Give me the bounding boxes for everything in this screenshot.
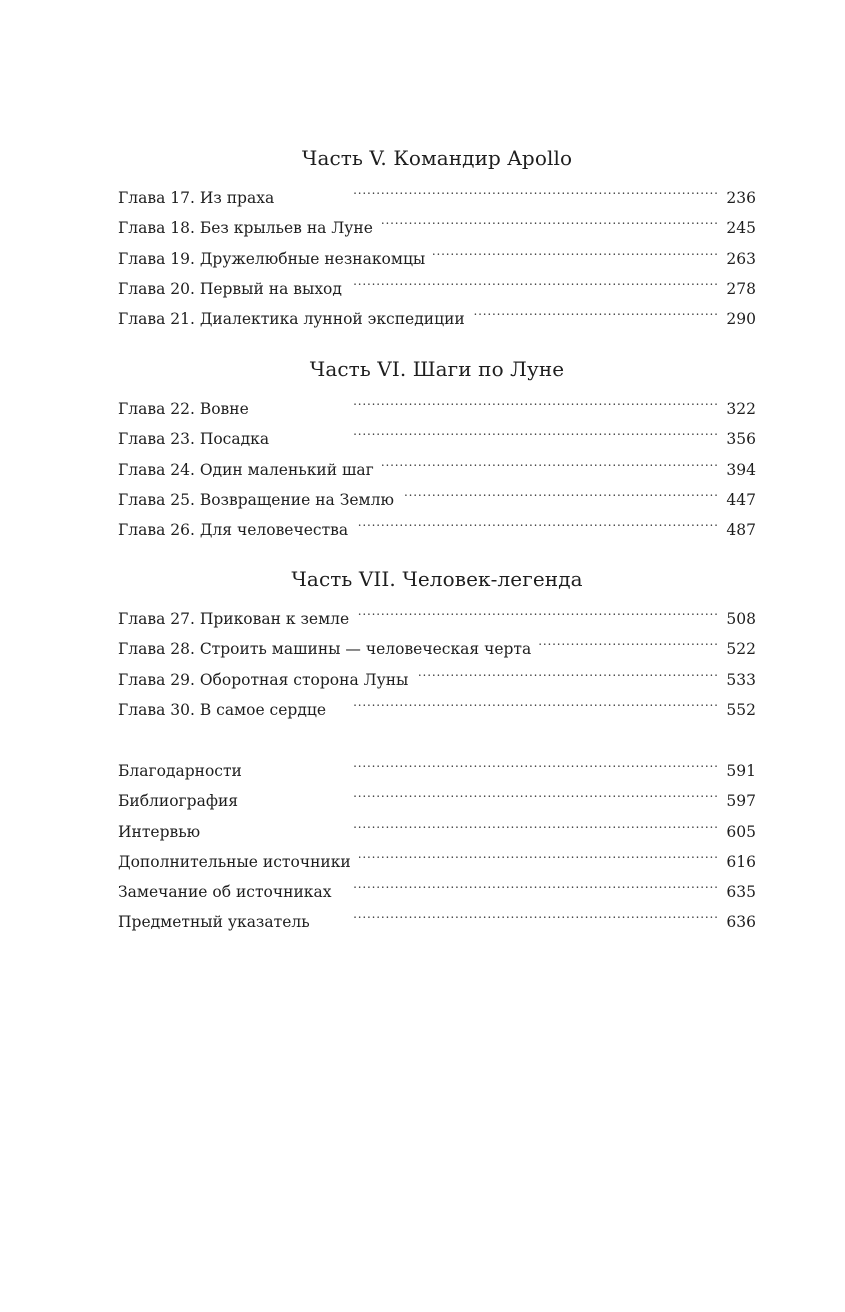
dot-leader bbox=[356, 505, 718, 535]
part-7-section bbox=[118, 564, 756, 719]
entry-page: 394 bbox=[726, 460, 756, 479]
part-6-section bbox=[118, 354, 756, 539]
dot-leader bbox=[277, 414, 718, 444]
entry-page: 290 bbox=[726, 309, 756, 328]
entry-page: 533 bbox=[726, 670, 756, 689]
entry-page: 447 bbox=[726, 490, 756, 509]
dot-leader bbox=[381, 203, 718, 233]
dot-leader bbox=[246, 776, 718, 806]
entry-label: Глава 24. Один маленький шаг bbox=[118, 460, 374, 479]
entry-page: 635 bbox=[726, 882, 756, 901]
entry-label: Замечание об источниках bbox=[118, 882, 332, 901]
entry-page: 636 bbox=[726, 913, 756, 932]
dot-leader bbox=[350, 264, 718, 294]
dot-leader bbox=[357, 594, 718, 624]
dot-leader bbox=[318, 897, 718, 927]
entry-label: Глава 29. Оборотная сторона Луны bbox=[118, 670, 409, 689]
dot-leader bbox=[416, 654, 718, 684]
dot-leader bbox=[382, 444, 718, 474]
entry-page: 487 bbox=[726, 520, 756, 539]
dot-leader bbox=[433, 233, 718, 263]
dot-leader bbox=[257, 384, 718, 414]
part-5-section bbox=[118, 143, 756, 328]
entry-label: Благодарности bbox=[118, 762, 242, 781]
dot-leader bbox=[250, 746, 718, 776]
entry-page: 597 bbox=[726, 792, 756, 811]
dot-leader bbox=[359, 837, 718, 867]
toc-entry bbox=[118, 173, 756, 208]
entry-page: 591 bbox=[726, 762, 756, 781]
entry-page: 236 bbox=[726, 189, 756, 208]
entry-label: Глава 26. Для человечества bbox=[118, 520, 349, 539]
entry-page: 605 bbox=[726, 822, 756, 841]
dot-leader bbox=[208, 806, 718, 836]
entry-page: 616 bbox=[726, 852, 756, 871]
dot-leader bbox=[473, 294, 718, 324]
entry-label: Дополнительные источники bbox=[118, 852, 351, 871]
toc-entry bbox=[118, 837, 756, 871]
entry-page: 552 bbox=[726, 700, 756, 719]
entry-label: Глава 21. Диалектика лунной экспедиции bbox=[118, 309, 465, 328]
entry-label: Глава 27. Прикован к земле bbox=[118, 610, 350, 629]
dot-leader bbox=[402, 475, 718, 505]
part-title: Часть V. Командир Apollo bbox=[301, 146, 573, 170]
entry-label: Глава 18. Без крыльев на Луне bbox=[118, 219, 373, 238]
entry-label: Библиография bbox=[118, 792, 239, 811]
entry-page: 263 bbox=[726, 249, 756, 268]
entry-page: 322 bbox=[726, 400, 756, 419]
toc-entry bbox=[118, 806, 756, 841]
entry-label: Предметный указатель bbox=[118, 913, 310, 932]
entry-label: Глава 28. Строить машины — человеческая черта bbox=[118, 640, 532, 659]
entry-label: Глава 17. Из праха bbox=[118, 189, 275, 208]
entry-label: Глава 20. Первый на выход bbox=[118, 279, 342, 298]
dot-leader bbox=[339, 867, 718, 897]
entry-label: Глава 23. Посадка bbox=[118, 430, 270, 449]
entry-page: 245 bbox=[726, 219, 756, 238]
dot-leader bbox=[282, 173, 718, 203]
toc-entry bbox=[118, 746, 756, 781]
toc-entry bbox=[118, 594, 756, 629]
back-matter-section bbox=[118, 746, 756, 932]
part-title: Часть VII. Человек-легенда bbox=[291, 567, 583, 591]
part-title: Часть VI. Шаги по Луне bbox=[309, 357, 565, 381]
entry-page: 508 bbox=[726, 610, 756, 629]
dot-leader bbox=[334, 685, 718, 715]
entry-label: Глава 22. Вовне bbox=[118, 400, 249, 419]
entry-label: Глава 19. Дружелюбные незнакомцы bbox=[118, 249, 426, 268]
entry-page: 278 bbox=[726, 279, 756, 298]
entry-label: Глава 25. Возвращение на Землю bbox=[118, 490, 394, 509]
entry-label: Интервью bbox=[118, 822, 201, 841]
toc-entry bbox=[118, 384, 756, 419]
entry-page: 522 bbox=[726, 640, 756, 659]
dot-leader bbox=[539, 624, 718, 654]
entry-label: Глава 30. В самое сердце bbox=[118, 700, 327, 719]
entry-page: 356 bbox=[726, 430, 756, 449]
